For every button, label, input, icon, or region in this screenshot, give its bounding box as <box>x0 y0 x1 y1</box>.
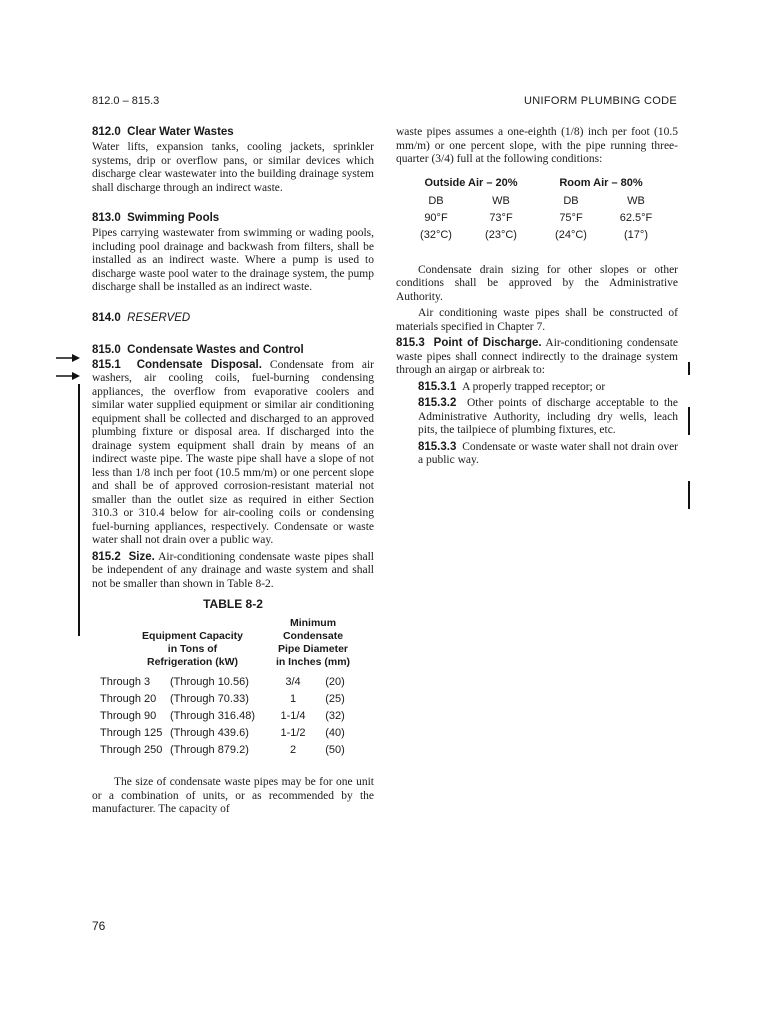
revision-bar <box>688 481 690 509</box>
section-heading-814: 814.0 RESERVED <box>92 311 191 324</box>
design-conditions-table <box>406 177 666 244</box>
table-8-2-header-diameter: Minimum Condensate Pipe Diameter in Inches (mm) <box>275 617 351 668</box>
outside-air-header: Outside Air – 20% <box>424 176 518 189</box>
revision-bar <box>78 384 80 636</box>
table-row: DB WB DB WB <box>428 195 645 207</box>
drain-sizing-paragraph: Condensate drain sizing for other slopes or other conditions shall be approved by the Administrative Authority. <box>396 263 678 303</box>
table-8-2-header-capacity: Equipment Capacity in Tons of Refrigeration (kW) <box>142 630 243 668</box>
section-812-body: Water lifts, expansion tanks, cooling jackets, sprinkler systems, drip or overflow pans, or similar devices which discharge clear wastewater into the building drainage system shall discharge through an indirect waste. <box>92 141 374 194</box>
table-row: (32°C) (23°C) (24°C) (17°) <box>420 229 648 241</box>
table-8-2-title: TABLE 8-2 <box>203 597 263 611</box>
change-arrow-icon <box>56 353 80 363</box>
table-row: 90°F 73°F 75°F 62.5°F <box>424 212 653 224</box>
table-row: Through 90 (Through 316.48) 1-1/4 (32) <box>100 709 345 722</box>
page-number: 76 <box>92 919 106 933</box>
room-air-header: Room Air – 80% <box>559 176 643 189</box>
right-column <box>396 126 678 468</box>
table-row: Through 3 (Through 10.56) 3/4 (20) <box>100 675 345 688</box>
section-815-3-3-paragraph: 815.3.3 Condensate or waste water shall not drain over a public way. <box>418 440 679 466</box>
change-arrow-icon <box>56 371 80 381</box>
section-815-2-paragraph: 815.2 Size. Air-conditioning condensate waste pipes shall be independent of any drainage and waste system and shall not be smaller than shown in Table 8-2. <box>92 550 374 590</box>
section-heading-813: 813.0 Swimming Pools <box>92 212 220 224</box>
table-row: Through 20 (Through 70.33) 1 (25) <box>100 692 345 705</box>
table-row: Through 125 (Through 439.6) 1-1/2 (40) <box>100 726 345 739</box>
section-heading-815: 815.0 Condensate Wastes and Control <box>92 343 304 356</box>
section-815-3-2-paragraph: 815.3.2 Other points of discharge acceptable to the Administrative Authority, including dry wells, leach pits, the tailpiece of plumbing fixtures, etc. <box>418 397 678 436</box>
section-815-1-paragraph: 815.1 Condensate Disposal. Condensate from air washers, air cooling coils, fuel-burning condensing appliances, the overflow from evaporative coolers and similar water supplied equipment or similar air conditioning equipment shall be collected and discharged to an approved plumbing fixture or disposal area. If discharged into the drainage system equipment shall drain by means of an indirect waste pipe. The waste pipe shall have a slope of not less than 1/8 inch per foot (10.5 mm/m) or one percent slope and shall be of approved corrosion-resistant material not smaller than the outlet size as required in either Section 310.3 or 310.4 below for air-cooling coils or condensing fuel-burning appliances, respectively. Condensate or waste water shall not drain over a public way. <box>92 358 374 546</box>
table-row: Through 250 (Through 879.2) 2 (50) <box>100 743 345 756</box>
materials-paragraph: Air conditioning waste pipes shall be constructed of materials specified in Chapter 7. <box>396 307 678 333</box>
revision-bar <box>688 362 690 375</box>
left-column <box>92 126 374 817</box>
section-815-3-paragraph: 815.3 Point of Discharge. Air-conditioning condensate waste pipes shall connect indirectly to the drainage system through an airgap or airbreak to: <box>396 337 678 376</box>
section-815-3-1-paragraph: 815.3.1 A properly trapped receptor; or <box>418 380 606 393</box>
revision-bar <box>688 407 690 435</box>
section-heading-812: 812.0 Clear Water Wastes <box>92 126 234 138</box>
after-table-paragraph: The size of condensate waste pipes may be for one unit or a combination of units, or as recommended by the manufacturer. The capacity of <box>92 776 374 815</box>
table-8-2 <box>100 617 355 758</box>
continuation-paragraph: waste pipes assumes a one-eighth (1/8) inch per foot (10.5 mm/m) or one percent slope, with the pipe running three-quarter (3/4) full at the following conditions: <box>396 126 678 165</box>
page-header-section-range: 812.0 – 815.3 <box>92 95 160 107</box>
section-813-body: Pipes carrying wastewater from swimming or wading pools, including pool drainage and backwash from filters, shall be installed as an indirect waste. Where a pump is used to discharge waste pool water to the drainage system, the pump discharge shall be installed as an indirect waste. <box>92 227 374 293</box>
page-header-book-title: UNIFORM PLUMBING CODE <box>524 95 677 107</box>
